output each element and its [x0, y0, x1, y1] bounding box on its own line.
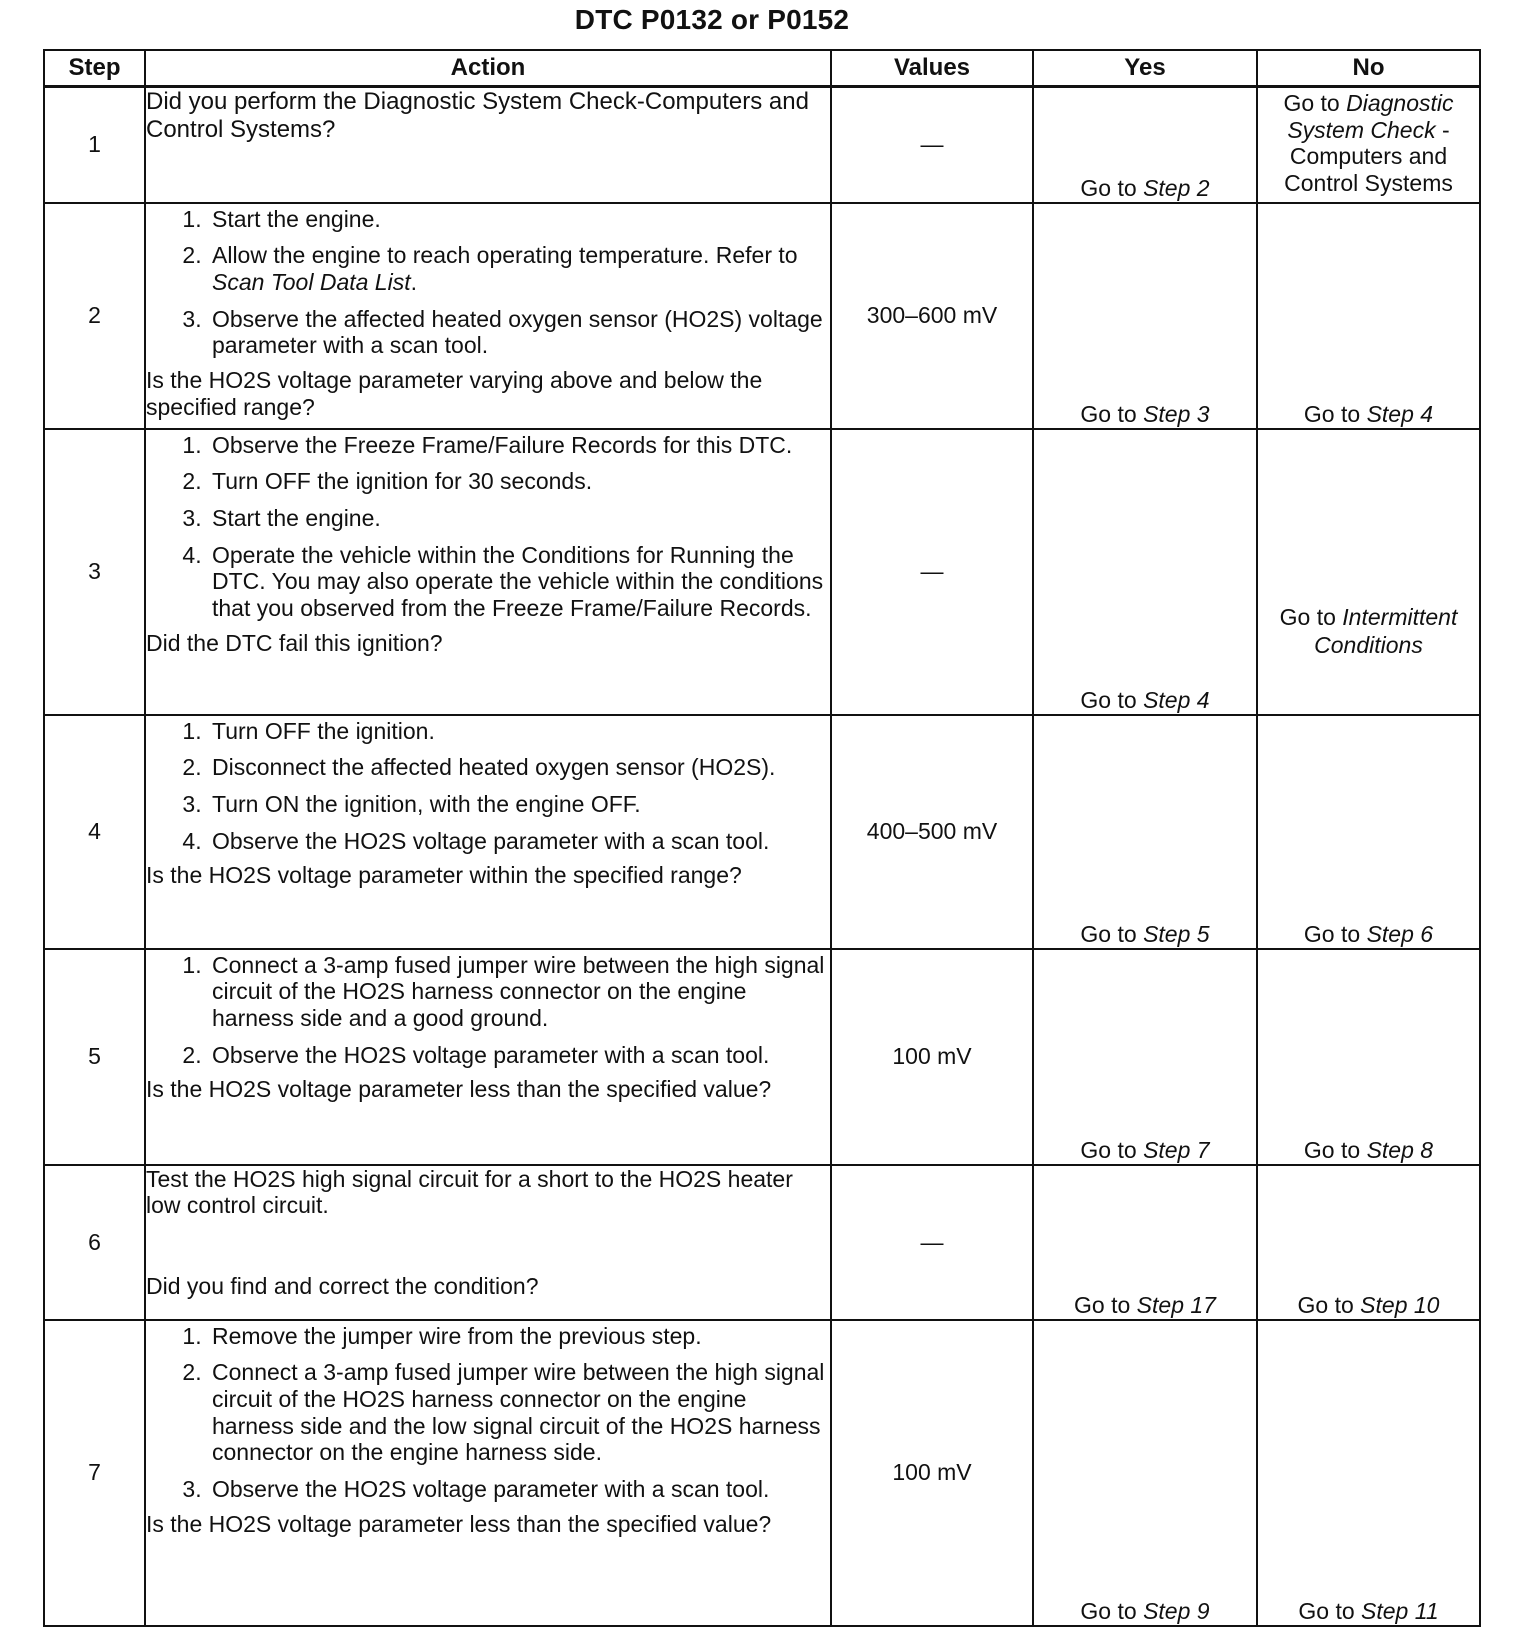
value-cell: —: [831, 1165, 1033, 1320]
action-item: 1. Connect a 3-amp fused jumper wire between the high signal circuit of the HO2S harness connector on the engine harness side and a good ground.: [208, 952, 830, 1032]
action-question: Did the DTC fail this ignition?: [146, 629, 443, 656]
action-item: 4. Operate the vehicle within the Conditions for Running the DTC. You may also operate the vehicle within the conditions that you observed from the Freeze Frame/Failure Records.: [208, 542, 830, 622]
no-ref: Step 6: [1366, 920, 1434, 947]
go-to-label: Go to: [1080, 174, 1137, 201]
action-item: 2. Disconnect the affected heated oxygen sensor (HO2S).: [208, 754, 830, 781]
value-cell: —: [831, 87, 1033, 203]
step-number: 2: [44, 203, 145, 429]
action-item-text: Allow the engine to reach operating temperature.: [212, 242, 710, 269]
action-question: Is the HO2S voltage parameter varying above and below the specified range?: [146, 366, 763, 420]
action-text: Did you perform the Diagnostic System Check-Computers and Control Systems?: [146, 88, 809, 143]
no-ref: Diagnostic System Check: [1287, 90, 1454, 143]
step-number: 3: [44, 429, 145, 715]
no-cell: [1257, 715, 1480, 949]
yes-ref: Step 2: [1143, 174, 1210, 201]
go-to-label: Go to: [1297, 1291, 1354, 1318]
action-question: Is the HO2S voltage parameter less than the specified value?: [146, 1076, 772, 1103]
go-to-label: Go to: [1303, 920, 1361, 947]
yes-cell: [1033, 203, 1257, 429]
value-cell: —: [831, 429, 1033, 715]
action-item: 1. Turn OFF the ignition.: [208, 718, 830, 745]
action-item: 2. Connect a 3-amp fused jumper wire between the high signal circuit of the HO2S harness connector on the engine harness side and the low signal circuit of the HO2S harness connector on the engine harness side.: [208, 1359, 830, 1466]
value-cell: 100 mV: [831, 949, 1033, 1165]
go-to-label: Go to: [1080, 400, 1137, 427]
step-number: 6: [44, 1165, 145, 1320]
go-to-label: Go to: [1298, 1597, 1355, 1624]
yes-ref: Step 17: [1136, 1291, 1216, 1318]
no-ref-tail: - Computers and Control Systems: [1284, 116, 1453, 197]
action-cell: [145, 1320, 831, 1626]
action-list: [146, 1323, 830, 1503]
action-list: [146, 952, 830, 1069]
refer-label: Refer to: [715, 242, 798, 269]
table-row: [44, 87, 1480, 203]
value-cell: 400–500 mV: [831, 715, 1033, 949]
no-cell: [1257, 949, 1480, 1165]
yes-cell: [1033, 1165, 1257, 1320]
table-row: [44, 949, 1480, 1165]
header-yes: Yes: [1033, 50, 1257, 87]
no-ref: Step 4: [1366, 400, 1434, 427]
no-ref: Step 11: [1361, 1597, 1439, 1624]
no-cell: [1257, 429, 1480, 715]
action-item: 2. Allow the engine to reach operating temperature. Refer to Scan Tool Data List.: [208, 242, 830, 295]
action-question: Did you find and correct the condition?: [146, 1272, 539, 1299]
go-to-label: Go to: [1080, 1136, 1137, 1163]
header-step: Step: [44, 50, 145, 87]
no-ref: Step 10: [1360, 1291, 1440, 1318]
table-row: [44, 1320, 1480, 1626]
action-item: 1. Remove the jumper wire from the previous step.: [208, 1323, 830, 1350]
yes-ref: Step 5: [1143, 920, 1210, 947]
go-to-label: Go to: [1279, 603, 1336, 630]
action-question: Is the HO2S voltage parameter within the specified range?: [146, 862, 742, 889]
action-cell: [145, 949, 831, 1165]
action-item: 1. Start the engine.: [208, 206, 830, 233]
no-cell: [1257, 1165, 1480, 1320]
header-row: [44, 50, 1480, 87]
action-item: 3. Observe the affected heated oxygen sensor (HO2S) voltage parameter with a scan tool.: [208, 306, 830, 359]
header-action: Action: [145, 50, 831, 87]
table-row: [44, 429, 1480, 715]
yes-ref: Step 9: [1143, 1597, 1210, 1624]
yes-cell: [1033, 715, 1257, 949]
action-cell: [145, 429, 831, 715]
value-cell: 100 mV: [831, 1320, 1033, 1626]
action-item: 3. Observe the HO2S voltage parameter with a scan tool.: [208, 1476, 830, 1503]
action-item: 3. Turn ON the ignition, with the engine OFF.: [208, 791, 830, 818]
action-item: 4. Observe the HO2S voltage parameter with a scan tool.: [208, 828, 830, 855]
action-item: 1. Observe the Freeze Frame/Failure Records for this DTC.: [208, 432, 830, 459]
table-row: [44, 203, 1480, 429]
page-title: DTC P0132 or P0152: [574, 4, 850, 35]
action-text: Test the HO2S high signal circuit for a short to the HO2S heater low control circuit.: [146, 1165, 793, 1219]
no-cell: [1257, 203, 1480, 429]
yes-ref: Step 7: [1143, 1136, 1210, 1163]
go-to-label: Go to: [1080, 686, 1137, 713]
action-list: [146, 432, 830, 622]
refer-ref: Scan Tool Data List: [212, 268, 411, 295]
yes-cell: [1033, 87, 1257, 203]
diagnostic-table: [43, 49, 1481, 1627]
table-row: [44, 1165, 1480, 1320]
header-values: Values: [831, 50, 1033, 87]
yes-cell: [1033, 429, 1257, 715]
no-ref: Intermittent Conditions: [1314, 603, 1458, 658]
action-list: [146, 206, 830, 359]
action-cell: [145, 1165, 831, 1320]
go-to-label: Go to: [1283, 90, 1340, 116]
step-number: 7: [44, 1320, 145, 1626]
action-question: Is the HO2S voltage parameter less than the specified value?: [146, 1510, 772, 1537]
table-row: [44, 715, 1480, 949]
step-number: 1: [44, 87, 145, 203]
action-item: 3. Start the engine.: [208, 505, 830, 532]
go-to-label: Go to: [1080, 920, 1137, 947]
action-list: [146, 718, 830, 855]
yes-ref: Step 4: [1143, 686, 1210, 713]
go-to-label: Go to: [1303, 1136, 1361, 1163]
go-to-label: Go to: [1303, 400, 1361, 427]
no-cell: [1257, 1320, 1480, 1626]
yes-cell: [1033, 949, 1257, 1165]
step-number: 5: [44, 949, 145, 1165]
yes-cell: [1033, 1320, 1257, 1626]
action-cell: [145, 203, 831, 429]
no-cell: [1257, 87, 1480, 203]
action-cell: [145, 87, 831, 203]
value-cell: 300–600 mV: [831, 203, 1033, 429]
no-ref: Step 8: [1366, 1136, 1434, 1163]
action-item: 2. Turn OFF the ignition for 30 seconds.: [208, 468, 830, 495]
yes-ref: Step 3: [1143, 400, 1210, 427]
action-cell: [145, 715, 831, 949]
go-to-label: Go to: [1080, 1597, 1137, 1624]
step-number: 4: [44, 715, 145, 949]
action-item: 2. Observe the HO2S voltage parameter with a scan tool.: [208, 1042, 830, 1069]
go-to-label: Go to: [1074, 1291, 1131, 1318]
header-no: No: [1257, 50, 1480, 87]
